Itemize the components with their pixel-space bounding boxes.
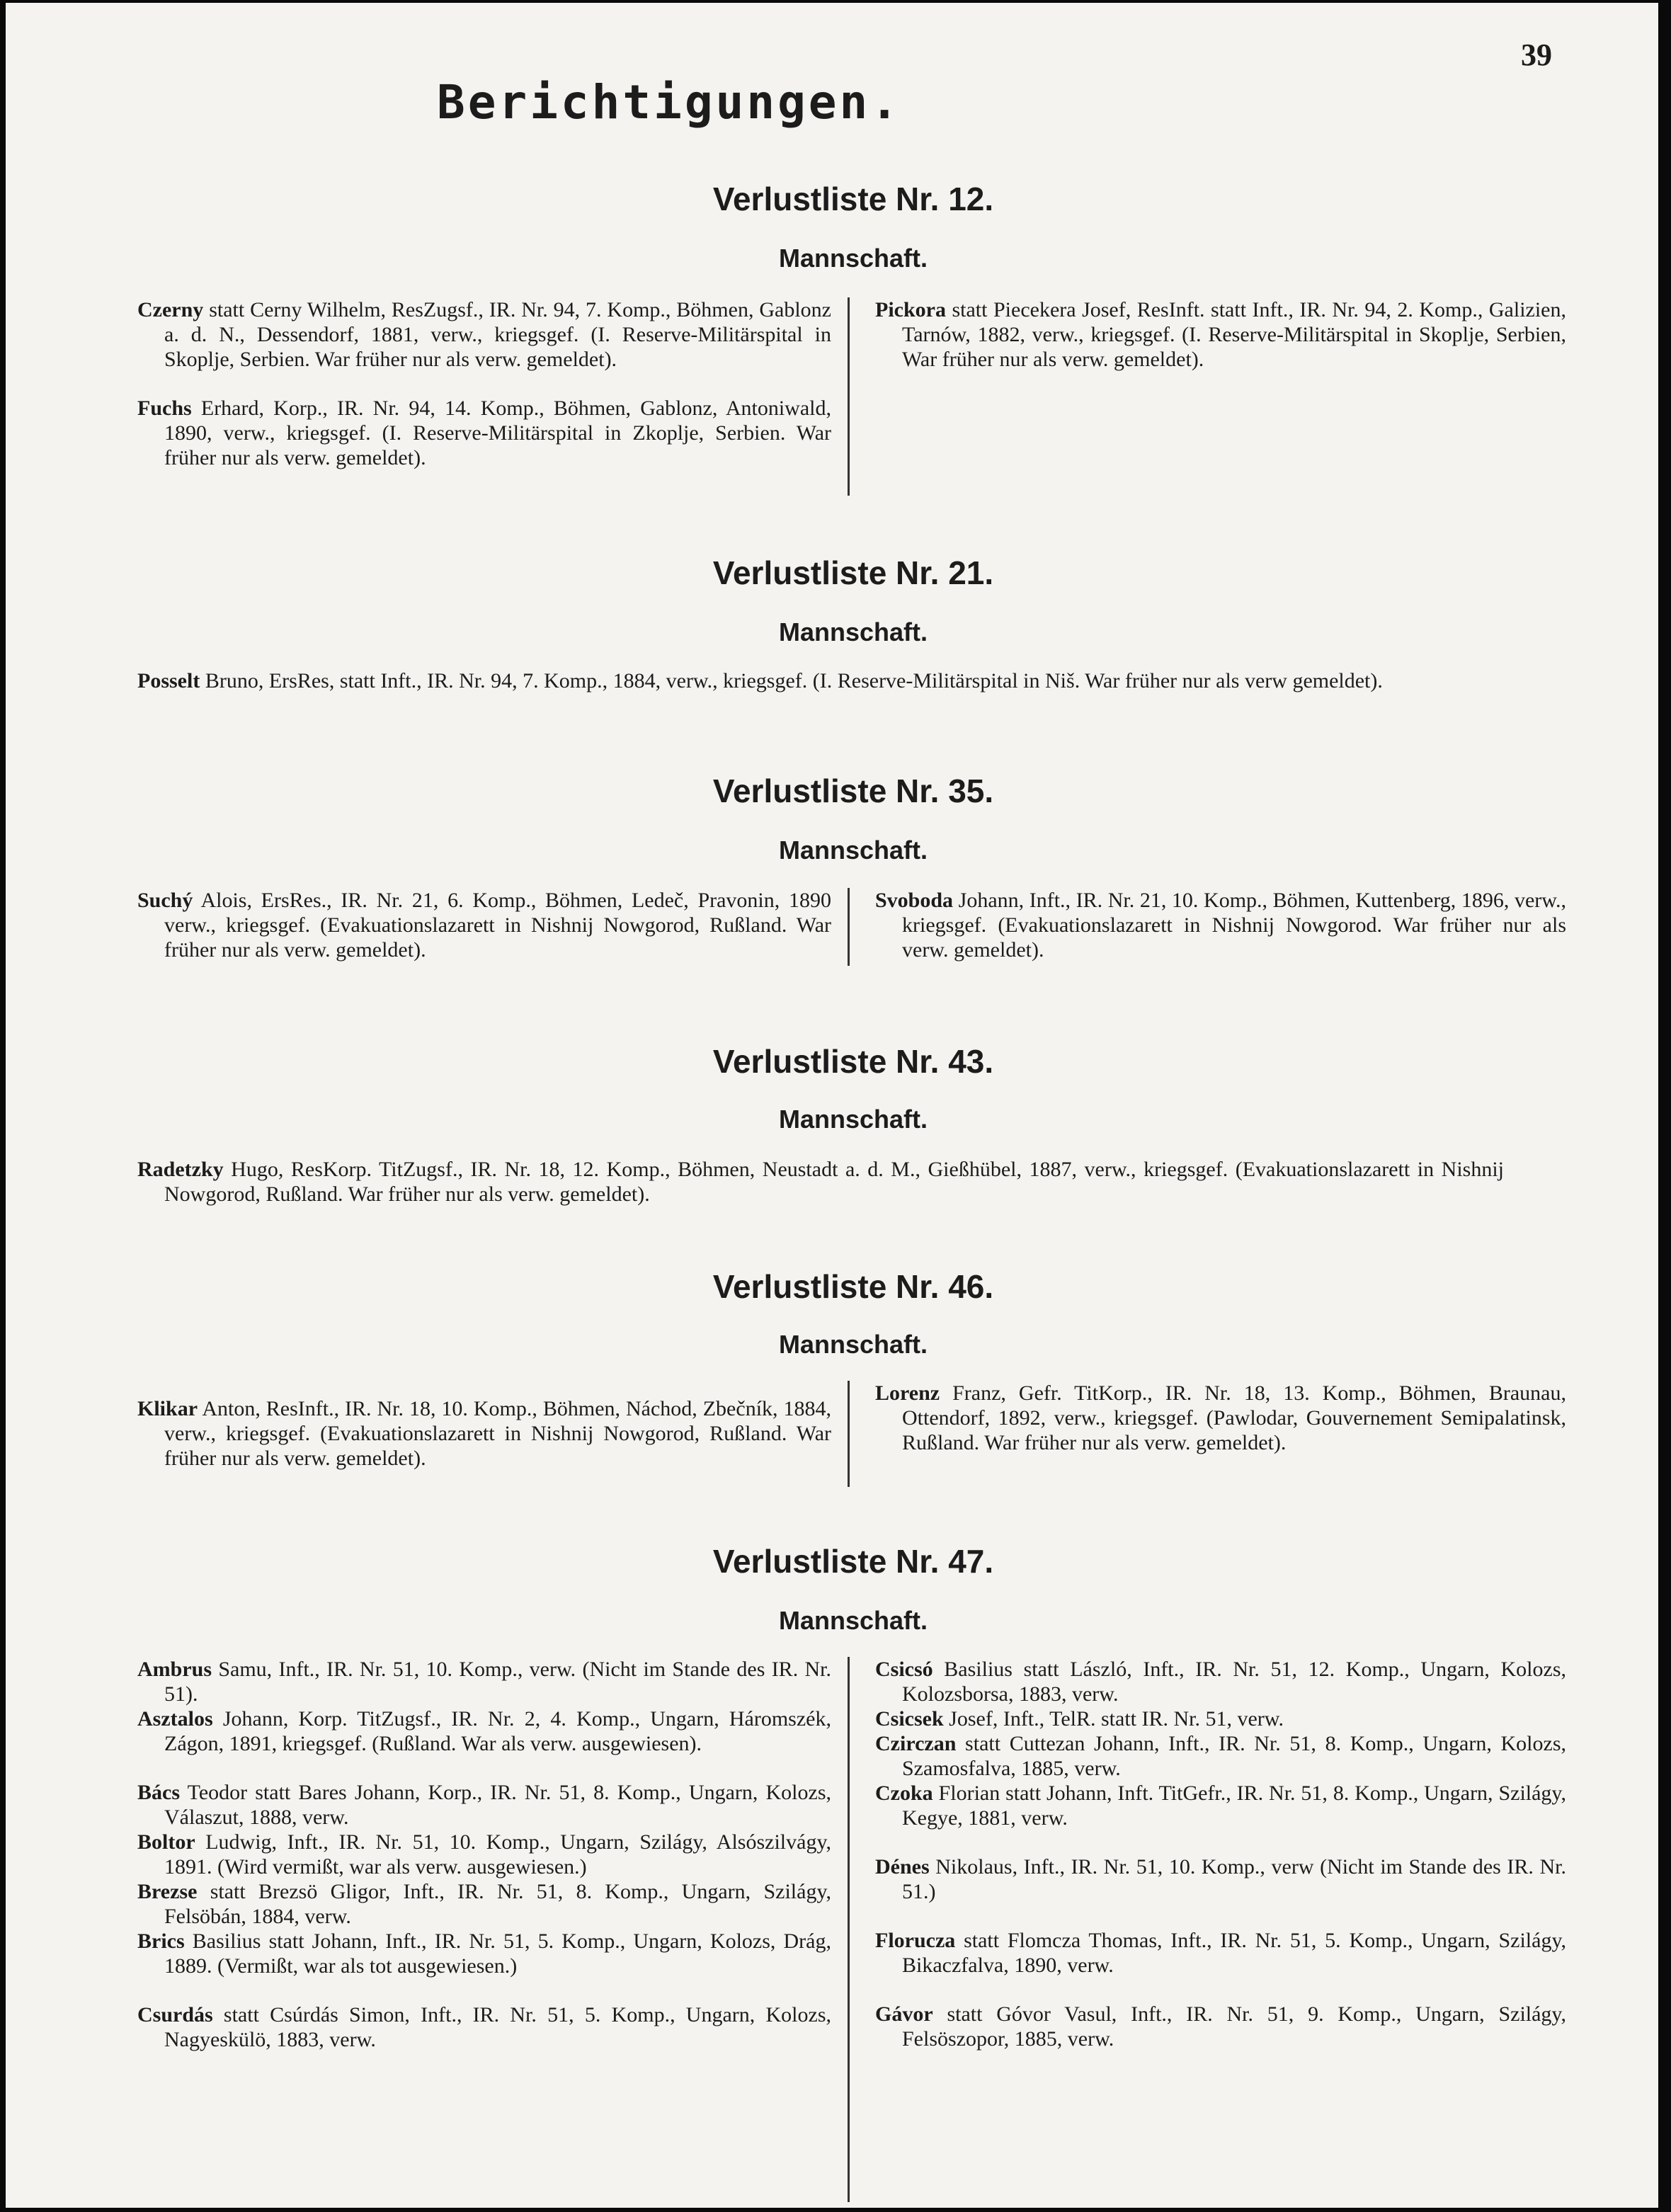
list-item — [875, 2002, 1566, 2051]
entry-name: Dénes — [875, 1855, 930, 1879]
list-item — [875, 1731, 1566, 1781]
column-divider — [848, 1657, 850, 2202]
entry-text: Johann, Korp. TitZugsf., IR. Nr. 2, 4. Komp., Ungarn, Háromszék, Zágon, 1891, kriegsgef. (Rußland. War als verw. ausgewiesen). — [164, 1707, 831, 1755]
page — [6, 3, 1658, 2208]
entry-name: Bács — [137, 1781, 180, 1804]
entry-text: Anton, ResInft., IR. Nr. 18, 10. Komp., Böhmen, Náchod, Zbečník, 1884, verw., kriegsgef. (Evakuationslazarett in Nishnij Nowgorod, Rußland. War früher nur als verw. gemeldet). — [164, 1397, 831, 1470]
entry-text: statt Flomcza Thomas, Inft., IR. Nr. 51, 5. Komp., Ungarn, Szilágy, Bikaczfalva, 1890, verw. — [902, 1929, 1566, 1977]
entry-text: Erhard, Korp., IR. Nr. 94, 14. Komp., Böhmen, Gablonz, Antoniwald, 1890, verw., kriegsgef. (I. Reserve-Militärspital in Zkoplje, Serbien. War früher nur als verw. gemeldet). — [164, 397, 831, 469]
section-subheading — [6, 1330, 1658, 1359]
entry-text: Basilius statt László, Inft., IR. Nr. 51, 12. Komp., Ungarn, Kolozs, Kolozsborsa, 1883, verw. — [902, 1658, 1566, 1706]
section-subheading — [6, 617, 1658, 647]
list-item — [875, 1781, 1566, 1830]
section-subheading — [6, 244, 1658, 273]
entry-text: Basilius statt Johann, Inft., IR. Nr. 51, 5. Komp., Ungarn, Kolozs, Drág, 1889. (Vermißt, war als tot ausgewiesen.) — [164, 1929, 831, 1978]
entry-text: Bruno, ErsRes, statt Inft., IR. Nr. 94, 7. Komp., 1884, verw., kriegsgef. (I. Reserve-Militärspital in Niš. War früher nur als verw gemeldet). — [200, 669, 1383, 692]
entry-name: Fuchs — [137, 397, 192, 420]
entry-name: Czoka — [875, 1781, 933, 1805]
list-item — [875, 297, 1566, 372]
section-subheading-text: Mannschaft. — [778, 244, 928, 273]
entry-name: Klikar — [137, 1397, 198, 1420]
list-item — [875, 1706, 1566, 1731]
list-item — [137, 396, 831, 470]
section-subheading — [6, 1606, 1658, 1636]
entry-text: Ludwig, Inft., IR. Nr. 51, 10. Komp., Ungarn, Szilágy, Alsószilvágy, 1891. (Wird vermißt, war als verw. ausgewiesen.) — [164, 1830, 831, 1879]
entry-text: statt Cerny Wilhelm, ResZugsf., IR. Nr. 94, 7. Komp., Böhmen, Gablonz a. d. N., Dessendorf, 1881, verw., kriegsgef. (I. Reserve-Militärspital in Skoplje, Serbien. War früher nur als verw. gemeldet). — [164, 298, 831, 371]
right-column — [875, 1381, 1566, 1455]
entry-name: Boltor — [137, 1830, 195, 1854]
section-heading-text: Verlustliste Nr. 47. — [712, 1543, 994, 1580]
list-item — [137, 1706, 831, 1756]
section-heading-text: Verlustliste Nr. 35. — [712, 773, 994, 809]
full-column — [137, 1157, 1504, 1207]
section-subheading-text: Mannschaft. — [778, 1606, 928, 1635]
list-item — [137, 2002, 831, 2052]
list-item — [875, 1381, 1566, 1455]
entry-text: Samu, Inft., IR. Nr. 51, 10. Komp., verw. (Nicht im Stande des IR. Nr. 51). — [164, 1658, 831, 1706]
entry-text: Teodor statt Bares Johann, Korp., IR. Nr. 51, 8. Komp., Ungarn, Kolozs, Válaszut, 1888, verw. — [164, 1781, 831, 1829]
list-item — [137, 1929, 831, 1978]
entry-name: Suchý — [137, 889, 193, 912]
section-heading — [6, 554, 1658, 592]
list-item — [137, 1396, 831, 1471]
entry-name: Csicsek — [875, 1707, 944, 1731]
entry-name: Asztalos — [137, 1707, 213, 1731]
entry-name: Posselt — [137, 669, 200, 692]
entry-name: Czerny — [137, 298, 204, 321]
entry-name: Czirczan — [875, 1732, 957, 1755]
entry-text: Alois, ErsRes., IR. Nr. 21, 6. Komp., Böhmen, Ledeč, Pravonin, 1890 verw., kriegsgef. (Evakuationslazarett in Nishnij Nowgorod, Rußland. War früher nur als verw. gemeldet). — [164, 889, 831, 962]
right-column — [875, 1657, 1566, 2051]
entry-text: Nikolaus, Inft., IR. Nr. 51, 10. Komp., verw (Nicht im Stande des IR. Nr. 51.) — [902, 1855, 1566, 1903]
entry-text: Johann, Inft., IR. Nr. 21, 10. Komp., Böhmen, Kuttenberg, 1896, verw., kriegsgef. (Evakuationslazarett in Nishnij Nowgorod. War früher nur als verw. gemeldet). — [902, 889, 1566, 962]
section-heading-text: Verlustliste Nr. 46. — [712, 1268, 994, 1305]
entry-name: Radetzky — [137, 1158, 224, 1181]
section-subheading-text: Mannschaft. — [778, 1330, 928, 1359]
right-column — [875, 297, 1566, 372]
entry-text: Franz, Gefr. TitKorp., IR. Nr. 18, 13. Komp., Böhmen, Braunau, Ottendorf, 1892, verw., kriegsgef. (Pawlodar, Gouvernement Semipalatinsk, Rußland. War früher nur als verw. gemeldet). — [902, 1381, 1566, 1454]
section-subheading-text: Mannschaft. — [778, 1105, 928, 1134]
list-item — [137, 1830, 831, 1879]
section-heading — [6, 180, 1658, 218]
section-subheading-text: Mannschaft. — [778, 617, 928, 646]
column-divider — [848, 888, 850, 966]
list-item — [137, 1157, 1504, 1207]
section-heading-text: Verlustliste Nr. 21. — [712, 554, 994, 591]
entry-name: Lorenz — [875, 1381, 940, 1405]
section-heading-text: Verlustliste Nr. 12. — [712, 181, 994, 217]
list-item — [875, 1928, 1566, 1978]
entry-text: statt Piecekera Josef, ResInft. statt Inft., IR. Nr. 94, 2. Komp., Galizien, Tarnów, 1882, verw., kriegsgef. (I. Reserve-Militärspital in Skoplje, Serbien, War früher nur als verw. gemeldet). — [902, 298, 1566, 371]
list-item — [137, 668, 1504, 693]
entry-name: Brezse — [137, 1880, 198, 1903]
full-column — [137, 668, 1504, 693]
column-divider — [848, 297, 850, 496]
right-column — [875, 888, 1566, 962]
section-heading — [6, 1542, 1658, 1580]
list-item — [875, 888, 1566, 962]
entry-name: Csurdás — [137, 2003, 213, 2026]
entry-name: Ambrus — [137, 1658, 212, 1681]
entry-text: statt Cuttezan Johann, Inft., IR. Nr. 51, 8. Komp., Ungarn, Kolozs, Szamosfalva, 1885, verw. — [902, 1732, 1566, 1780]
entry-name: Csicsó — [875, 1658, 933, 1681]
entry-text: Hugo, ResKorp. TitZugsf., IR. Nr. 18, 12. Komp., Böhmen, Neustadt a. d. M., Gießhübel, 1887, verw., kriegsgef. (Evakuationslazarett in Nishnij Nowgorod, Rußland. War früher nur als verw. gemeldet). — [164, 1158, 1504, 1206]
entry-text: statt Góvor Vasul, Inft., IR. Nr. 51, 9. Komp., Ungarn, Szilágy, Felsöszopor, 1885, verw. — [902, 2002, 1566, 2051]
list-item — [137, 1657, 831, 1706]
page-title-text: Berichtigungen. — [436, 75, 902, 130]
page-title — [6, 75, 1658, 130]
section-heading — [6, 1042, 1658, 1081]
list-item — [137, 1780, 831, 1830]
section-subheading-text: Mannschaft. — [778, 836, 928, 865]
column-divider — [848, 1381, 850, 1487]
section-heading-text: Verlustliste Nr. 43. — [712, 1043, 994, 1080]
left-column — [137, 1396, 831, 1471]
left-column — [137, 888, 831, 962]
section-heading — [6, 772, 1658, 810]
entry-name: Pickora — [875, 298, 946, 321]
left-column — [137, 1657, 831, 2052]
list-item — [137, 888, 831, 962]
entry-name: Brics — [137, 1929, 185, 1953]
entry-text: Florian statt Johann, Inft. TitGefr., IR. Nr. 51, 8. Komp., Ungarn, Szilágy, Kegye, 1881, verw. — [902, 1781, 1566, 1830]
section-heading — [6, 1267, 1658, 1306]
section-subheading — [6, 1105, 1658, 1134]
entry-name: Svoboda — [875, 889, 954, 912]
entry-text: statt Brezsö Gligor, Inft., IR. Nr. 51, 8. Komp., Ungarn, Szilágy, Felsöbán, 1884, verw. — [164, 1880, 831, 1928]
list-item — [875, 1657, 1566, 1706]
list-item — [137, 1879, 831, 1929]
section-subheading — [6, 836, 1658, 865]
entry-text: Josef, Inft., TelR. statt IR. Nr. 51, verw. — [943, 1707, 1284, 1731]
page-number: 39 — [1521, 38, 1552, 72]
left-column — [137, 297, 831, 470]
list-item — [137, 297, 831, 372]
list-item — [875, 1854, 1566, 1904]
entry-name: Gávor — [875, 2002, 933, 2026]
entry-text: statt Csúrdás Simon, Inft., IR. Nr. 51, 5. Komp., Ungarn, Kolozs, Nagyeskülö, 1883, verw. — [164, 2003, 831, 2051]
entry-name: Florucza — [875, 1929, 956, 1952]
